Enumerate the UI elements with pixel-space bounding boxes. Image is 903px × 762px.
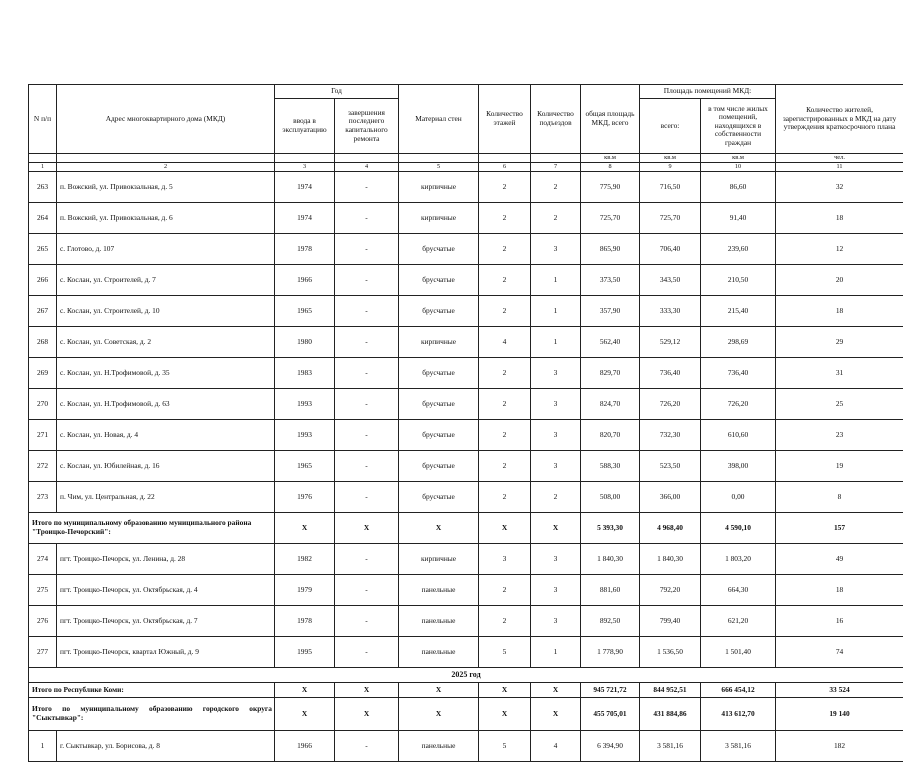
cell-year-commission: 1976: [275, 482, 335, 513]
table-row: [29, 451, 903, 482]
cell-total-area: 455 705,01: [581, 698, 640, 731]
cell-year-repair: -: [335, 234, 399, 265]
cell-address: г. Сыктывкар, ул. Борисова, д. 8: [57, 731, 275, 762]
cell-year-repair: -: [335, 544, 399, 575]
cell-year-repair: -: [335, 482, 399, 513]
cell-premises-total: 529,12: [640, 327, 701, 358]
cell-x-marker: X: [479, 698, 531, 731]
cell-residents: 31: [776, 358, 903, 389]
cell-address: п. Вожский, ул. Привокзальная, д. 6: [57, 203, 275, 234]
total-label: Итого по муниципальному образованию городского округа "Сыктывкар":: [29, 698, 275, 731]
cell-entrances: 3: [531, 544, 581, 575]
cell-premises-total: 1 536,50: [640, 637, 701, 668]
cell-total-area: 373,50: [581, 265, 640, 296]
cell-entrances: 2: [531, 172, 581, 203]
cell-entrances: 1: [531, 296, 581, 327]
unit-premises-total: кв.м: [640, 154, 701, 163]
cell-address: с. Кослан, ул. Н.Трофимовой, д. 35: [57, 358, 275, 389]
cell-entrances: 3: [531, 575, 581, 606]
cell-premises-citizens: 210,50: [701, 265, 776, 296]
cell-total-area: 775,90: [581, 172, 640, 203]
cell-floors: 3: [479, 544, 531, 575]
cell-premises-citizens: 239,60: [701, 234, 776, 265]
cell-residents: 157: [776, 513, 903, 544]
col-number: 2: [57, 163, 275, 172]
cell-address: пгт. Троицко-Печорск, ул. Октябрьская, д. 4: [57, 575, 275, 606]
cell-premises-total: 725,70: [640, 203, 701, 234]
unit-residents: чел.: [776, 154, 903, 163]
cell-wall-material: брусчатые: [399, 451, 479, 482]
cell-address: с. Кослан, ул. Н.Трофимовой, д. 63: [57, 389, 275, 420]
cell-row-number: 266: [29, 265, 57, 296]
header-floors: Количество этажей: [479, 85, 531, 154]
cell-total-area: 1 840,30: [581, 544, 640, 575]
cell-floors: 2: [479, 482, 531, 513]
cell-row-number: 276: [29, 606, 57, 637]
header-address: Адрес многоквартирного дома (МКД): [57, 85, 275, 154]
table-row: [29, 389, 903, 420]
cell-year-commission: 1965: [275, 451, 335, 482]
cell-premises-total: 523,50: [640, 451, 701, 482]
cell-year-repair: -: [335, 327, 399, 358]
cell-wall-material: брусчатые: [399, 296, 479, 327]
cell-premises-total: 732,30: [640, 420, 701, 451]
cell-x-marker: X: [479, 513, 531, 544]
cell-wall-material: кирпичные: [399, 327, 479, 358]
cell-address: с. Кослан, ул. Советская, д. 2: [57, 327, 275, 358]
cell-row-number: 269: [29, 358, 57, 389]
cell-floors: 5: [479, 731, 531, 762]
col-number: 10: [701, 163, 776, 172]
cell-premises-citizens: 1 803,20: [701, 544, 776, 575]
table-row: [29, 482, 903, 513]
cell-year-repair: -: [335, 389, 399, 420]
total-komi-row: [29, 683, 903, 698]
cell-total-area: 829,70: [581, 358, 640, 389]
cell-residents: 23: [776, 420, 903, 451]
cell-entrances: 1: [531, 327, 581, 358]
cell-x-marker: X: [275, 513, 335, 544]
cell-address: с. Глотово, д. 107: [57, 234, 275, 265]
cell-row-number: 274: [29, 544, 57, 575]
cell-year-repair: -: [335, 203, 399, 234]
cell-floors: 4: [479, 327, 531, 358]
cell-premises-total: 706,40: [640, 234, 701, 265]
cell-year-repair: -: [335, 296, 399, 327]
table-row: [29, 296, 903, 327]
housing-register-table: [28, 84, 903, 762]
cell-residents: 20: [776, 265, 903, 296]
cell-floors: 2: [479, 172, 531, 203]
cell-year-commission: 1974: [275, 203, 335, 234]
cell-x-marker: X: [531, 698, 581, 731]
cell-total-area: 5 393,30: [581, 513, 640, 544]
cell-year-commission: 1993: [275, 389, 335, 420]
total-label: Итого по Республике Коми:: [29, 683, 275, 698]
cell-premises-total: 343,50: [640, 265, 701, 296]
cell-premises-citizens: 398,00: [701, 451, 776, 482]
table-row: [29, 358, 903, 389]
cell-total-area: 725,70: [581, 203, 640, 234]
cell-entrances: 1: [531, 637, 581, 668]
cell-residents: 19: [776, 451, 903, 482]
cell-year-repair: -: [335, 606, 399, 637]
col-number: 6: [479, 163, 531, 172]
cell-wall-material: панельные: [399, 575, 479, 606]
cell-residents: 74: [776, 637, 903, 668]
cell-year-commission: 1982: [275, 544, 335, 575]
cell-year-repair: -: [335, 420, 399, 451]
cell-premises-citizens: 610,60: [701, 420, 776, 451]
cell-row-number: 271: [29, 420, 57, 451]
header-premises-citizens: в том числе жилых помещений, находящихся в собственности граждан: [701, 99, 776, 154]
unit-total-area: кв.м: [581, 154, 640, 163]
cell-total-area: 6 394,90: [581, 731, 640, 762]
cell-wall-material: панельные: [399, 606, 479, 637]
cell-total-area: 357,90: [581, 296, 640, 327]
cell-floors: 2: [479, 358, 531, 389]
cell-floors: 2: [479, 296, 531, 327]
cell-entrances: 2: [531, 482, 581, 513]
table-row: [29, 265, 903, 296]
table-row: [29, 203, 903, 234]
table-row: [29, 420, 903, 451]
cell-premises-citizens: 4 590,10: [701, 513, 776, 544]
subtotal-row: [29, 513, 903, 544]
table-row: [29, 172, 903, 203]
header-year-group: Год: [275, 85, 399, 99]
cell-residents: 18: [776, 575, 903, 606]
cell-wall-material: брусчатые: [399, 358, 479, 389]
cell-total-area: 881,60: [581, 575, 640, 606]
cell-total-area: 865,90: [581, 234, 640, 265]
cell-premises-citizens: 91,40: [701, 203, 776, 234]
cell-premises-citizens: 298,69: [701, 327, 776, 358]
header-year-repair: завершения последнего капитального ремонта: [335, 99, 399, 154]
cell-entrances: 3: [531, 389, 581, 420]
cell-floors: 2: [479, 203, 531, 234]
cell-premises-citizens: 621,20: [701, 606, 776, 637]
cell-wall-material: панельные: [399, 731, 479, 762]
cell-premises-total: 1 840,30: [640, 544, 701, 575]
cell-total-area: 562,40: [581, 327, 640, 358]
cell-x-marker: X: [531, 513, 581, 544]
cell-wall-material: кирпичные: [399, 172, 479, 203]
cell-premises-total: 792,20: [640, 575, 701, 606]
cell-floors: 2: [479, 389, 531, 420]
col-number: 9: [640, 163, 701, 172]
cell-year-repair: -: [335, 265, 399, 296]
cell-total-area: 508,00: [581, 482, 640, 513]
cell-total-area: 820,70: [581, 420, 640, 451]
col-number: 4: [335, 163, 399, 172]
cell-wall-material: брусчатые: [399, 234, 479, 265]
cell-year-repair: -: [335, 358, 399, 389]
cell-x-marker: X: [335, 698, 399, 731]
col-number: 8: [581, 163, 640, 172]
cell-total-area: 824,70: [581, 389, 640, 420]
cell-row-number: 265: [29, 234, 57, 265]
col-number: 11: [776, 163, 903, 172]
cell-year-commission: 1978: [275, 234, 335, 265]
cell-entrances: 3: [531, 451, 581, 482]
cell-x-marker: X: [399, 698, 479, 731]
cell-row-number: 275: [29, 575, 57, 606]
cell-total-area: 945 721,72: [581, 683, 640, 698]
cell-year-repair: -: [335, 575, 399, 606]
cell-premises-total: 431 884,86: [640, 698, 701, 731]
cell-wall-material: панельные: [399, 637, 479, 668]
cell-entrances: 3: [531, 358, 581, 389]
cell-x-marker: X: [531, 683, 581, 698]
cell-year-repair: -: [335, 172, 399, 203]
cell-premises-citizens: 726,20: [701, 389, 776, 420]
cell-row-number: 268: [29, 327, 57, 358]
cell-total-area: 1 778,90: [581, 637, 640, 668]
cell-entrances: 4: [531, 731, 581, 762]
cell-year-commission: 1974: [275, 172, 335, 203]
cell-premises-citizens: 666 454,12: [701, 683, 776, 698]
header-premises-group: Площадь помещений МКД:: [640, 85, 776, 99]
cell-residents: 19 140: [776, 698, 903, 731]
table-row: [29, 637, 903, 668]
cell-residents: 32: [776, 172, 903, 203]
table-row: [29, 575, 903, 606]
cell-residents: 29: [776, 327, 903, 358]
cell-floors: 2: [479, 420, 531, 451]
cell-year-commission: 1978: [275, 606, 335, 637]
cell-row-number: 272: [29, 451, 57, 482]
cell-residents: 8: [776, 482, 903, 513]
cell-residents: 49: [776, 544, 903, 575]
cell-year-commission: 1966: [275, 731, 335, 762]
cell-entrances: 3: [531, 420, 581, 451]
col-number: 1: [29, 163, 57, 172]
total-syktyvkar-row: [29, 698, 903, 731]
cell-address: п. Вожский, ул. Привокзальная, д. 5: [57, 172, 275, 203]
header-npp: N п/п: [29, 85, 57, 154]
cell-row-number: 270: [29, 389, 57, 420]
cell-wall-material: брусчатые: [399, 420, 479, 451]
cell-entrances: 1: [531, 265, 581, 296]
cell-entrances: 3: [531, 606, 581, 637]
cell-address: с. Кослан, ул. Строителей, д. 10: [57, 296, 275, 327]
cell-row-number: 263: [29, 172, 57, 203]
cell-entrances: 2: [531, 203, 581, 234]
table-row: [29, 234, 903, 265]
cell-x-marker: X: [335, 513, 399, 544]
cell-premises-total: 333,30: [640, 296, 701, 327]
cell-row-number: 264: [29, 203, 57, 234]
cell-premises-total: 726,20: [640, 389, 701, 420]
cell-residents: 16: [776, 606, 903, 637]
cell-wall-material: кирпичные: [399, 203, 479, 234]
cell-premises-citizens: 664,30: [701, 575, 776, 606]
header-premises-total: всего:: [640, 99, 701, 154]
table-row: [29, 731, 903, 762]
total-label: Итого по муниципальному образованию муниципального района "Троицко-Печорский":: [29, 513, 275, 544]
cell-premises-citizens: 3 581,16: [701, 731, 776, 762]
cell-premises-total: 716,50: [640, 172, 701, 203]
cell-premises-citizens: 86,60: [701, 172, 776, 203]
cell-year-commission: 1993: [275, 420, 335, 451]
header-wall: Материал стен: [399, 85, 479, 154]
cell-year-repair: -: [335, 731, 399, 762]
header-year-commission: ввода в эксплуатацию: [275, 99, 335, 154]
cell-premises-total: 799,40: [640, 606, 701, 637]
cell-floors: 2: [479, 234, 531, 265]
cell-residents: 18: [776, 296, 903, 327]
cell-x-marker: X: [399, 683, 479, 698]
cell-residents: 18: [776, 203, 903, 234]
table-row: [29, 544, 903, 575]
cell-premises-total: 736,40: [640, 358, 701, 389]
col-number: 3: [275, 163, 335, 172]
cell-year-commission: 1979: [275, 575, 335, 606]
cell-x-marker: X: [399, 513, 479, 544]
table-row: [29, 327, 903, 358]
cell-premises-citizens: 1 501,40: [701, 637, 776, 668]
cell-address: с. Кослан, ул. Новая, д. 4: [57, 420, 275, 451]
cell-row-number: 273: [29, 482, 57, 513]
cell-year-commission: 1966: [275, 265, 335, 296]
cell-year-repair: -: [335, 637, 399, 668]
cell-premises-citizens: 736,40: [701, 358, 776, 389]
year-section-row: [29, 668, 903, 683]
cell-year-commission: 1965: [275, 296, 335, 327]
cell-premises-citizens: 0,00: [701, 482, 776, 513]
cell-residents: 25: [776, 389, 903, 420]
col-number: 5: [399, 163, 479, 172]
cell-year-repair: -: [335, 451, 399, 482]
cell-premises-total: 4 968,40: [640, 513, 701, 544]
table-row: [29, 606, 903, 637]
cell-premises-total: 3 581,16: [640, 731, 701, 762]
cell-floors: 2: [479, 265, 531, 296]
cell-floors: 5: [479, 637, 531, 668]
cell-address: пгт. Троицко-Печорск, ул. Октябрьская, д. 7: [57, 606, 275, 637]
cell-residents: 12: [776, 234, 903, 265]
cell-year-commission: 1995: [275, 637, 335, 668]
cell-premises-total: 844 952,51: [640, 683, 701, 698]
cell-wall-material: брусчатые: [399, 265, 479, 296]
cell-floors: 2: [479, 451, 531, 482]
cell-row-number: 267: [29, 296, 57, 327]
col-number: 7: [531, 163, 581, 172]
cell-year-commission: 1983: [275, 358, 335, 389]
cell-x-marker: X: [275, 683, 335, 698]
cell-x-marker: X: [275, 698, 335, 731]
cell-wall-material: кирпичные: [399, 544, 479, 575]
cell-residents: 182: [776, 731, 903, 762]
cell-address: пгт. Троицко-Печорск, ул. Ленина, д. 28: [57, 544, 275, 575]
cell-x-marker: X: [479, 683, 531, 698]
cell-total-area: 588,30: [581, 451, 640, 482]
cell-premises-citizens: 413 612,70: [701, 698, 776, 731]
cell-floors: 2: [479, 575, 531, 606]
cell-entrances: 3: [531, 234, 581, 265]
cell-address: с. Кослан, ул. Строителей, д. 7: [57, 265, 275, 296]
cell-address: с. Кослан, ул. Юбилейная, д. 16: [57, 451, 275, 482]
unit-premises-citizens: кв.м: [701, 154, 776, 163]
cell-row-number: 1: [29, 731, 57, 762]
cell-wall-material: брусчатые: [399, 482, 479, 513]
cell-year-commission: 1980: [275, 327, 335, 358]
cell-residents: 33 524: [776, 683, 903, 698]
cell-floors: 2: [479, 606, 531, 637]
cell-premises-total: 366,00: [640, 482, 701, 513]
header-total-area: общая площадь МКД, всего: [581, 85, 640, 154]
cell-premises-citizens: 215,40: [701, 296, 776, 327]
cell-row-number: 277: [29, 637, 57, 668]
header-entrances: Количество подъездов: [531, 85, 581, 154]
cell-address: п. Чим, ул. Центральная, д. 22: [57, 482, 275, 513]
year-section-label: 2025 год: [29, 668, 903, 683]
cell-wall-material: брусчатые: [399, 389, 479, 420]
cell-x-marker: X: [335, 683, 399, 698]
cell-total-area: 892,50: [581, 606, 640, 637]
cell-address: пгт. Троицко-Печорск, квартал Южный, д. 9: [57, 637, 275, 668]
header-residents: Количество жителей, зарегистрированных в МКД на дату утверждения краткосрочного плана: [776, 85, 903, 154]
